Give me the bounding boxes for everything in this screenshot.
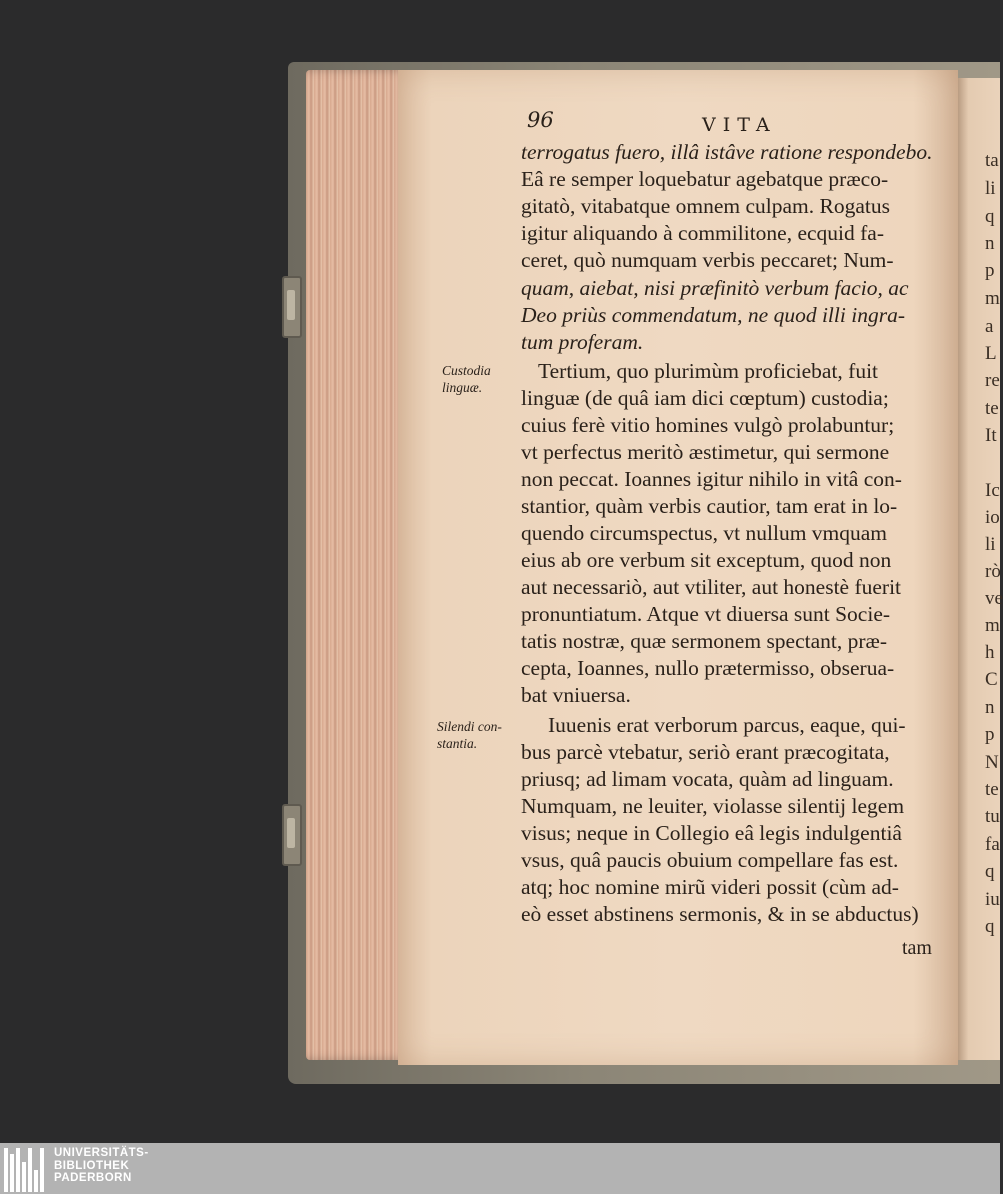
text-line: Iuuenis erat verborum parcus, eaque, qui- (548, 713, 906, 737)
edge-text-fragment: q (985, 206, 995, 227)
upper-clasp (282, 276, 302, 338)
text-line: quam, aiebat, nisi præfinitò verbum facio, ac (521, 276, 909, 300)
edge-text-fragment: n (985, 697, 995, 718)
edge-text-fragment: C (985, 669, 998, 690)
running-title: VITA (702, 114, 777, 136)
text-line: Numquam, ne leuiter, violasse silentij legem (521, 794, 905, 818)
page-number: 96 (527, 108, 554, 132)
edge-text-fragment: te (985, 779, 999, 800)
library-logo-text (54, 1147, 149, 1185)
edge-text-fragment: N (985, 752, 999, 773)
edge-text-fragment: It (985, 425, 997, 446)
edge-text-fragment: li (985, 534, 996, 555)
text-line: priusq; ad limam vocata, quàm ad linguam. (521, 767, 894, 791)
text-line: ceret, quò numquam verbis peccaret; Num- (521, 248, 894, 272)
marginal-note (437, 718, 502, 752)
edge-text-fragment: fa (985, 834, 1000, 855)
text-line: eius ab ore verbum sit exceptum, quod non (521, 548, 892, 572)
page-edges (306, 70, 410, 1060)
marginal-note-line: stantia. (437, 736, 478, 751)
text-line: vt perfectus meritò æstimetur, qui sermone (521, 440, 890, 464)
text-line: gitatò, vitabatque omnem culpam. Rogatus (521, 194, 891, 218)
logo-line: UNIVERSITÄTS- (54, 1147, 149, 1159)
edge-text-fragment: p (985, 260, 995, 281)
text-line: non peccat. Ioannes igitur nihilo in vitâ con- (521, 467, 902, 491)
library-logo-icon (4, 1146, 48, 1192)
text-line: vsus, quâ paucis obuium compellare fas est. (521, 848, 899, 872)
text-line: Eâ re semper loquebatur agebatque præco- (521, 167, 889, 191)
text-line: igitur aliquando à commilitone, ecquid fa- (521, 221, 885, 245)
text-line: bat vniuersa. (521, 683, 631, 707)
edge-text-fragment: ta (985, 150, 999, 171)
edge-text-fragment: te (985, 398, 999, 419)
marginal-note-line: Custodia (442, 363, 491, 378)
edge-text-fragment: m (985, 288, 1000, 309)
edge-text-fragment: rò (985, 561, 1001, 582)
edge-text-fragment: L (985, 343, 997, 364)
text-line: quendo circumspectus, vt nullum vmquam (521, 521, 888, 545)
text-line: terrogatus fuero, illâ istâve ratione respondebo. (521, 140, 933, 164)
edge-text-fragment: io (985, 507, 1000, 528)
text-line: Deo priùs commendatum, ne quod illi ingra- (521, 303, 905, 327)
marginal-note (442, 362, 491, 396)
text-line: atq; hoc nomine mirũ videri possit (cùm ad- (521, 875, 899, 899)
text-line: Tertium, quo plurimùm proficiebat, fuit (538, 359, 879, 383)
text-line: tatis nostræ, quæ sermonem spectant, præ- (521, 629, 888, 653)
text-line: tum proferam. (521, 330, 644, 354)
marginal-note-line: linguæ. (442, 380, 483, 395)
catchword: tam (902, 937, 932, 959)
lower-clasp (282, 804, 302, 866)
edge-text-fragment: q (985, 861, 995, 882)
text-line: cuius ferè vitio homines vulgò prolabuntur; (521, 413, 895, 437)
text-line: pronuntiatum. Atque vt diuersa sunt Socie- (521, 602, 891, 626)
edge-text-fragment: li (985, 178, 996, 199)
text-line: stantior, quàm verbis cautior, tam erat in lo- (521, 494, 898, 518)
text-line: visus; neque in Collegio eâ legis indulgentiâ (521, 821, 902, 845)
edge-text-fragment: m (985, 615, 1000, 636)
text-line: eò esset abstinens sermonis, & in se abductus) (521, 902, 919, 926)
logo-line: PADERBORN (54, 1172, 132, 1184)
edge-text-fragment: re (985, 370, 1000, 391)
edge-text-fragment: Ic (985, 480, 1000, 501)
edge-text-fragment: tu (985, 806, 1000, 827)
edge-text-fragment: a (985, 316, 994, 337)
text-line: linguæ (de quâ iam dici cœptum) custodia; (521, 386, 889, 410)
logo-line: BIBLIOTHEK (54, 1159, 130, 1172)
text-line: aut necessariò, aut vtiliter, aut honestè fuerit (521, 575, 902, 599)
edge-text-fragment: q (985, 916, 995, 937)
edge-text-fragment: iu (985, 889, 1000, 910)
edge-text-fragment: n (985, 233, 995, 254)
text-line: bus parcè vtebatur, seriò erant præcogitata, (521, 740, 890, 764)
marginal-note-line: Silendi con- (437, 719, 502, 734)
footer-bar (0, 1143, 1000, 1194)
edge-text-fragment: ve (985, 588, 1003, 609)
edge-text-fragment: h (985, 642, 995, 663)
edge-text-fragment: p (985, 724, 995, 745)
text-line: cepta, Ioannes, nullo prætermisso, obserua- (521, 656, 895, 680)
